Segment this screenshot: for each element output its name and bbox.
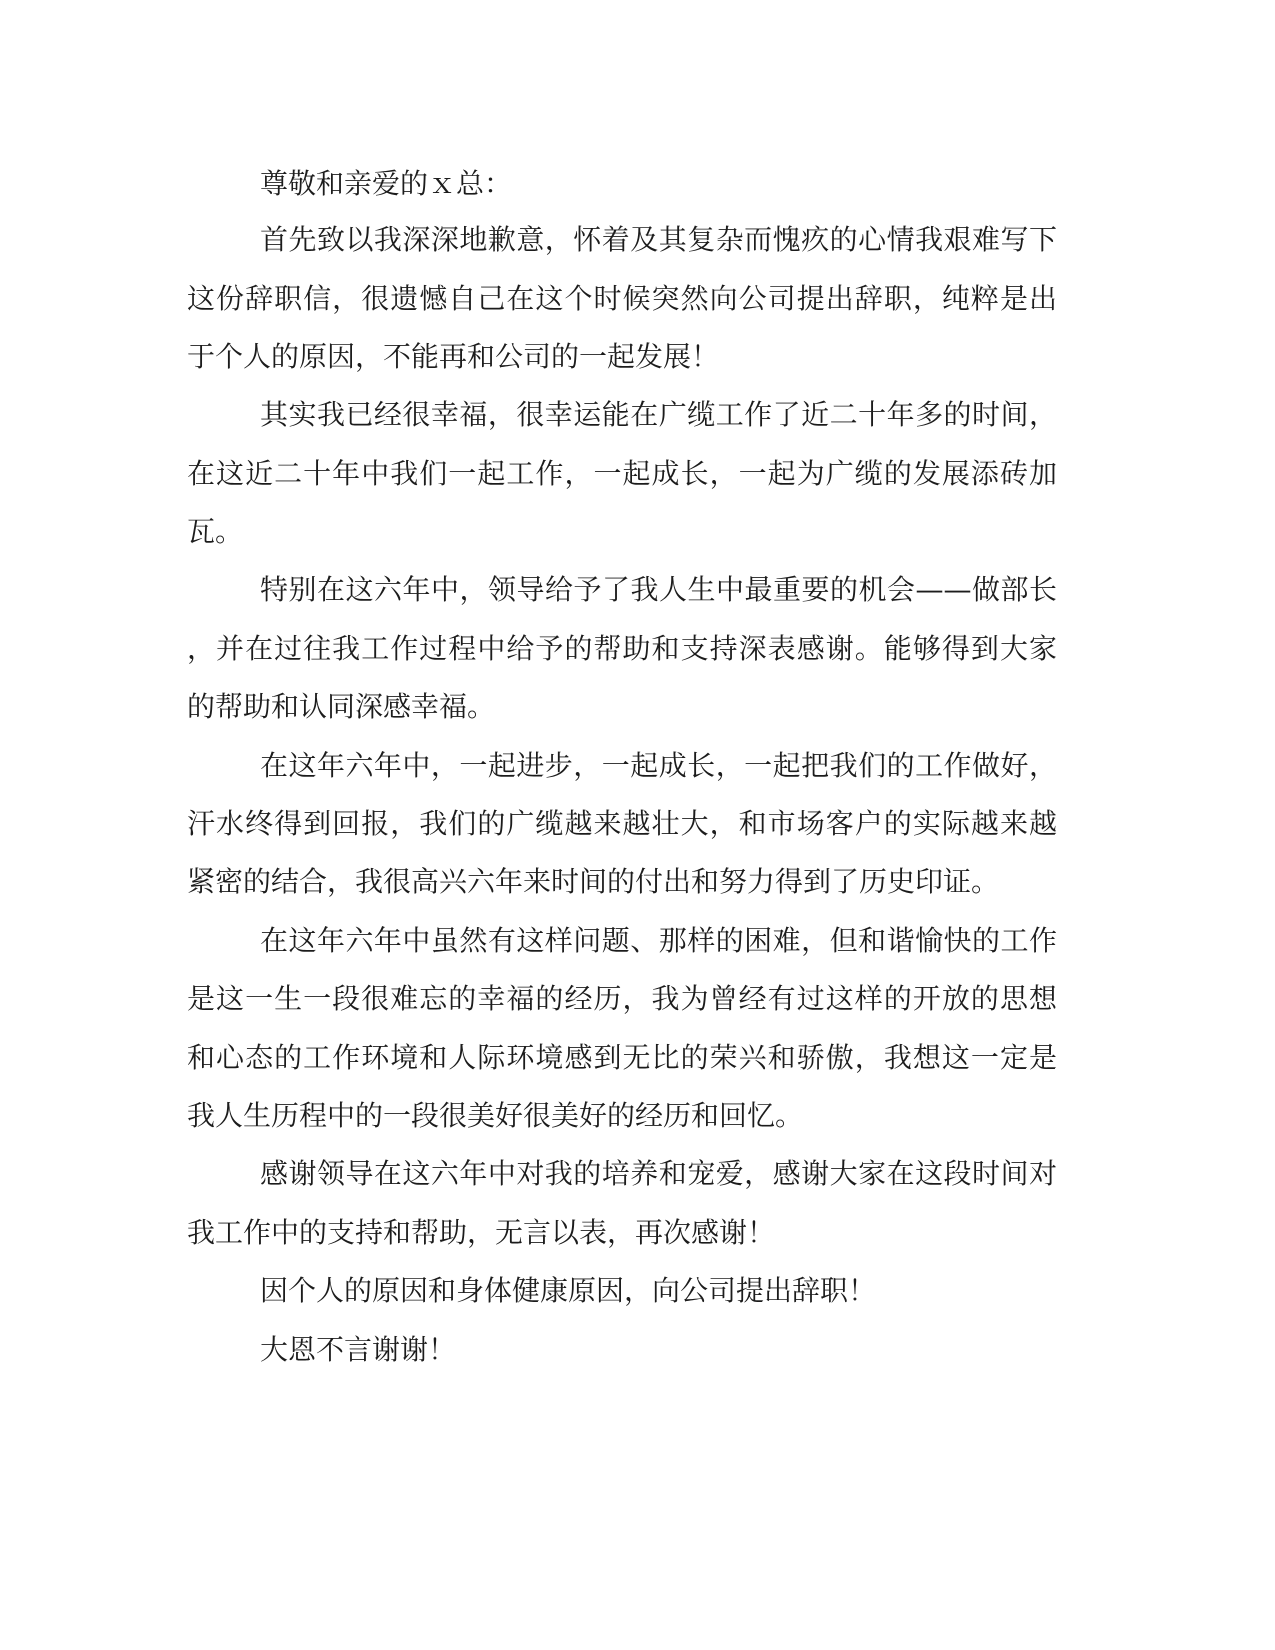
salutation: 尊敬和亲爱的ｘ总： <box>260 167 513 200</box>
paragraph-line: 特别在这六年中，领导给予了我人生中最重要的机会——做部长 <box>260 573 1057 606</box>
paragraph-line: 其实我已经很幸福，很幸运能在广缆工作了近二十年多的时间， <box>260 398 1057 431</box>
paragraph-line: 汗水终得到回报，我们的广缆越来越壮大，和市场客户的实际越来越 <box>187 807 1057 840</box>
paragraph-line: 和心态的工作环境和人际环境感到无比的荣兴和骄傲，我想这一定是 <box>187 1041 1057 1074</box>
paragraph-line: 感谢领导在这六年中对我的培养和宠爱，感谢大家在这段时间对 <box>260 1157 1057 1190</box>
paragraph-line: 这份辞职信，很遗憾自己在这个时候突然向公司提出辞职，纯粹是出 <box>187 282 1057 315</box>
paragraph-line: 在这近二十年中我们一起工作，一起成长，一起为广缆的发展添砖加 <box>187 457 1057 490</box>
paragraph-line: ，并在过往我工作过程中给予的帮助和支持深表感谢。能够得到大家 <box>187 632 1057 665</box>
paragraph-line: 我工作中的支持和帮助，无言以表，再次感谢！ <box>187 1216 776 1249</box>
paragraph-line: 首先致以我深深地歉意，怀着及其复杂而愧疚的心情我艰难写下 <box>260 223 1057 256</box>
paragraph-line: 是这一生一段很难忘的幸福的经历，我为曾经有过这样的开放的思想 <box>187 982 1057 1015</box>
paragraph-line: 因个人的原因和身体健康原因，向公司提出辞职！ <box>260 1274 877 1307</box>
paragraph-line: 紧密的结合，我很高兴六年来时间的付出和努力得到了历史印证。 <box>187 865 1000 898</box>
paragraph-line: 我人生历程中的一段很美好很美好的经历和回忆。 <box>187 1099 804 1132</box>
closing-line: 大恩不言谢谢！ <box>260 1333 457 1366</box>
paragraph-line: 在这年六年中，一起进步，一起成长，一起把我们的工作做好， <box>260 749 1057 782</box>
paragraph-line: 的帮助和认同深感幸福。 <box>187 690 496 723</box>
paragraph-line: 在这年六年中虽然有这样问题、那样的困难，但和谐愉快的工作 <box>260 924 1057 957</box>
paragraph-line: 瓦。 <box>187 515 244 548</box>
paragraph-line: 于个人的原因，不能再和公司的一起发展！ <box>187 340 720 373</box>
